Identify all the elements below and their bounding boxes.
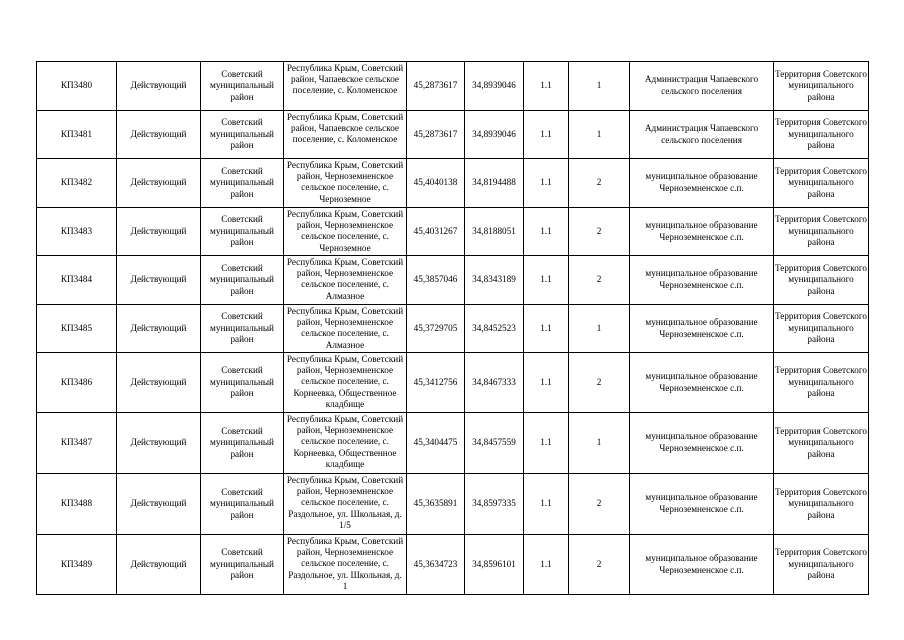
- row-district: Советский муниципальный район: [201, 474, 284, 535]
- row-code: 1.1: [524, 62, 569, 111]
- row-territory: Территория Советского муниципального района: [774, 535, 869, 595]
- row-address: Республика Крым, Советский район, Черноземненское сельское поселение, с. Корнеевка, Общественное кладбище: [284, 353, 407, 413]
- row-status: Действующий: [117, 535, 201, 595]
- row-district: Советский муниципальный район: [201, 256, 284, 305]
- row-district: Советский муниципальный район: [201, 208, 284, 256]
- row-status: Действующий: [117, 208, 201, 256]
- row-territory: Территория Советского муниципального района: [774, 413, 869, 474]
- table-row: [37, 256, 869, 305]
- row-district: Советский муниципальный район: [201, 353, 284, 413]
- row-longitude: 34,8939046: [465, 111, 524, 159]
- row-district: Советский муниципальный район: [201, 62, 284, 111]
- row-status: Действующий: [117, 111, 201, 159]
- row-district: Советский муниципальный район: [201, 305, 284, 353]
- row-territory: Территория Советского муниципального района: [774, 208, 869, 256]
- row-id: КП3489: [37, 535, 117, 595]
- row-owner: муниципальное образование Черноземненское с.п.: [630, 413, 774, 474]
- row-count: 2: [569, 353, 630, 413]
- row-owner: муниципальное образование Черноземненское с.п.: [630, 535, 774, 595]
- row-latitude: 45,4040138: [407, 159, 465, 208]
- row-longitude: 34,8596101: [465, 535, 524, 595]
- row-address: Республика Крым, Советский район, Черноземненское сельское поселение, с. Черноземное: [284, 208, 407, 256]
- table-row: [37, 111, 869, 159]
- row-code: 1.1: [524, 305, 569, 353]
- row-longitude: 34,8939046: [465, 62, 524, 111]
- table-row: [37, 62, 869, 111]
- row-territory: Территория Советского муниципального района: [774, 353, 869, 413]
- row-count: 2: [569, 474, 630, 535]
- row-longitude: 34,8457559: [465, 413, 524, 474]
- row-id: КП3483: [37, 208, 117, 256]
- row-count: 1: [569, 111, 630, 159]
- row-owner: муниципальное образование Черноземненское с.п.: [630, 305, 774, 353]
- row-count: 1: [569, 62, 630, 111]
- row-territory: Территория Советского муниципального района: [774, 111, 869, 159]
- row-id: КП3482: [37, 159, 117, 208]
- row-code: 1.1: [524, 159, 569, 208]
- row-latitude: 45,3857046: [407, 256, 465, 305]
- row-longitude: 34,8194488: [465, 159, 524, 208]
- table-row: [37, 305, 869, 353]
- table-row: [37, 535, 869, 595]
- row-address: Республика Крым, Советский район, Черноземненское сельское поселение, с. Черноземное: [284, 159, 407, 208]
- row-code: 1.1: [524, 256, 569, 305]
- row-territory: Территория Советского муниципального района: [774, 305, 869, 353]
- row-count: 2: [569, 535, 630, 595]
- row-id: КП3488: [37, 474, 117, 535]
- row-address: Республика Крым, Советский район, Черноземненское сельское поселение, с. Алмазное: [284, 256, 407, 305]
- row-longitude: 34,8343189: [465, 256, 524, 305]
- row-code: 1.1: [524, 208, 569, 256]
- row-count: 2: [569, 159, 630, 208]
- row-status: Действующий: [117, 159, 201, 208]
- row-address: Республика Крым, Советский район, Чапаевское сельское поселение, с. Коломенское: [284, 111, 407, 159]
- row-owner: Администрация Чапаевского сельского поселения: [630, 62, 774, 111]
- row-id: КП3481: [37, 111, 117, 159]
- table-row: [37, 208, 869, 256]
- row-id: КП3480: [37, 62, 117, 111]
- row-territory: Территория Советского муниципального района: [774, 474, 869, 535]
- row-count: 2: [569, 256, 630, 305]
- row-address: Республика Крым, Советский район, Черноземненское сельское поселение, с. Корнеевка, Общественное кладбище: [284, 413, 407, 474]
- row-address: Республика Крым, Советский район, Черноземненское сельское поселение, с. Раздольное, ул. Школьная, д. 1: [284, 535, 407, 595]
- row-count: 2: [569, 208, 630, 256]
- table-row: [37, 474, 869, 535]
- row-code: 1.1: [524, 353, 569, 413]
- row-latitude: 45,4031267: [407, 208, 465, 256]
- row-address: Республика Крым, Советский район, Черноземненское сельское поселение, с. Раздольное, ул. Школьная, д. 1/5: [284, 474, 407, 535]
- row-latitude: 45,3635891: [407, 474, 465, 535]
- row-id: КП3486: [37, 353, 117, 413]
- row-latitude: 45,3634723: [407, 535, 465, 595]
- row-owner: муниципальное образование Черноземненское с.п.: [630, 208, 774, 256]
- row-count: 1: [569, 305, 630, 353]
- row-owner: муниципальное образование Черноземненское с.п.: [630, 353, 774, 413]
- row-territory: Территория Советского муниципального района: [774, 159, 869, 208]
- row-code: 1.1: [524, 413, 569, 474]
- row-address: Республика Крым, Советский район, Черноземненское сельское поселение, с. Алмазное: [284, 305, 407, 353]
- registry-table: [36, 61, 869, 595]
- row-count: 1: [569, 413, 630, 474]
- row-district: Советский муниципальный район: [201, 413, 284, 474]
- row-status: Действующий: [117, 62, 201, 111]
- row-territory: Территория Советского муниципального района: [774, 62, 869, 111]
- row-status: Действующий: [117, 256, 201, 305]
- row-district: Советский муниципальный район: [201, 159, 284, 208]
- row-id: КП3487: [37, 413, 117, 474]
- row-latitude: 45,2873617: [407, 62, 465, 111]
- row-status: Действующий: [117, 353, 201, 413]
- row-code: 1.1: [524, 111, 569, 159]
- row-latitude: 45,2873617: [407, 111, 465, 159]
- row-owner: муниципальное образование Черноземненское с.п.: [630, 474, 774, 535]
- row-longitude: 34,8467333: [465, 353, 524, 413]
- row-territory: Территория Советского муниципального района: [774, 256, 869, 305]
- row-longitude: 34,8597335: [465, 474, 524, 535]
- row-id: КП3485: [37, 305, 117, 353]
- row-owner: Администрация Чапаевского сельского поселения: [630, 111, 774, 159]
- row-latitude: 45,3412756: [407, 353, 465, 413]
- row-status: Действующий: [117, 474, 201, 535]
- row-district: Советский муниципальный район: [201, 535, 284, 595]
- row-latitude: 45,3729705: [407, 305, 465, 353]
- row-latitude: 45,3404475: [407, 413, 465, 474]
- table-row: [37, 353, 869, 413]
- row-code: 1.1: [524, 535, 569, 595]
- row-longitude: 34,8188051: [465, 208, 524, 256]
- table-row: [37, 413, 869, 474]
- row-status: Действующий: [117, 305, 201, 353]
- row-code: 1.1: [524, 474, 569, 535]
- row-owner: муниципальное образование Черноземненское с.п.: [630, 256, 774, 305]
- row-address: Республика Крым, Советский район, Чапаевское сельское поселение, с. Коломенское: [284, 62, 407, 111]
- row-longitude: 34,8452523: [465, 305, 524, 353]
- row-district: Советский муниципальный район: [201, 111, 284, 159]
- row-id: КП3484: [37, 256, 117, 305]
- table-row: [37, 159, 869, 208]
- row-status: Действующий: [117, 413, 201, 474]
- row-owner: муниципальное образование Черноземненское с.п.: [630, 159, 774, 208]
